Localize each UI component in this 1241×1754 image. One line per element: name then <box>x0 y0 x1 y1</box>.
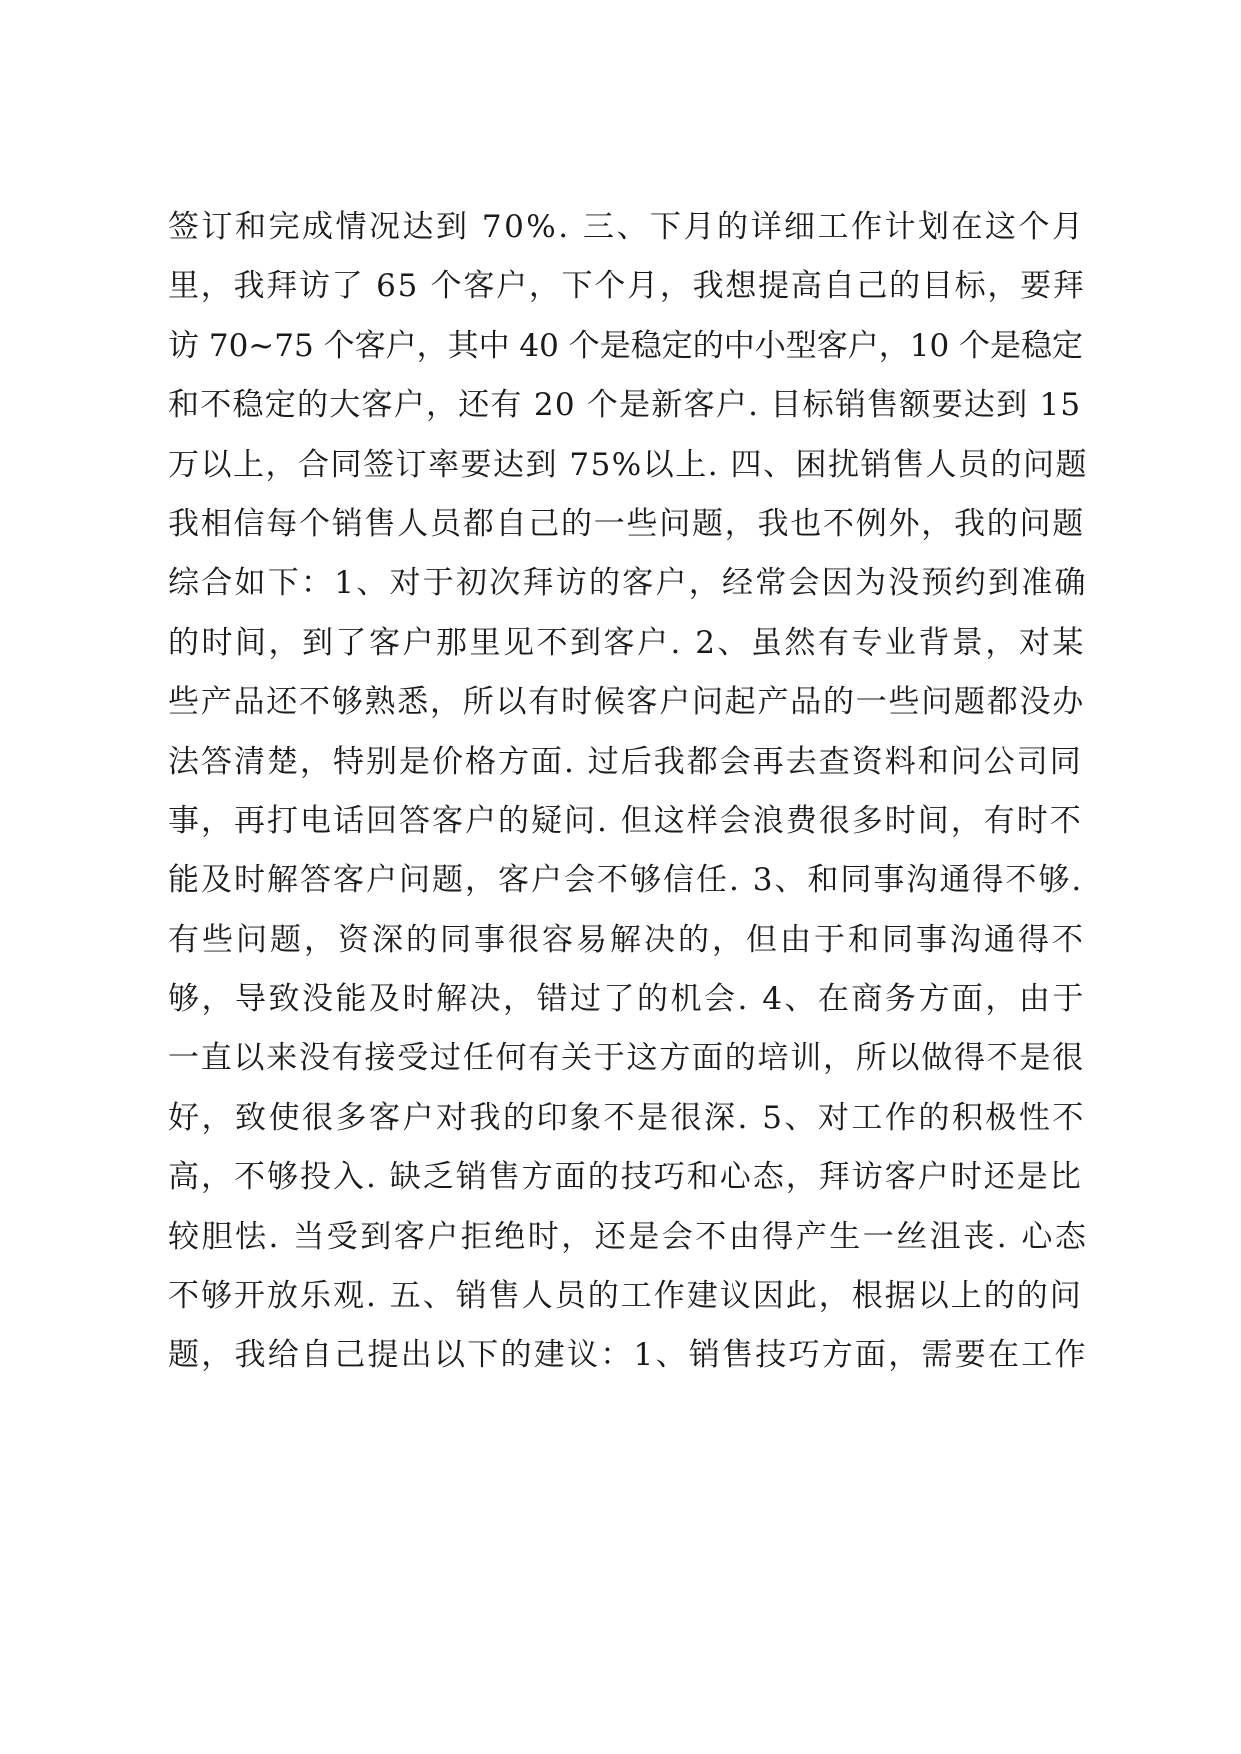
text-line-10: 法答清楚，特别是价格方面. 过后我都会再去查资料和问公司同 <box>168 743 1083 780</box>
text-line-17: 高，不够投入. 缺乏销售方面的技巧和心态，拜访客户时还是比 <box>168 1159 1083 1196</box>
text-line-1: 签订和完成情况达到 70%. 三、下月的详细工作计划在这个月 <box>168 209 1086 245</box>
text-line-16: 好，致使很多客户对我的印象不是很深. 5、对工作的积极性不 <box>168 1099 1086 1136</box>
text-line-6: 我相信每个销售人员都自己的一些问题，我也不例外，我的问题 <box>168 505 1085 542</box>
text-line-20: 题，我给自己提出以下的建议：1、销售技巧方面，需要在工作 <box>168 1337 1088 1374</box>
text-line-15: 一直以来没有接受过任何有关于这方面的培训，所以做得不是很 <box>168 1040 1085 1077</box>
text-line-19: 不够开放乐观. 五、销售人员的工作建议因此，根据以上的的问 <box>168 1278 1083 1315</box>
text-line-5: 万以上，合同签订率要达到 75%以上. 四、困扰销售人员的问题 <box>168 446 1088 483</box>
text-line-2: 里，我拜访了 65 个客户，下个月，我想提高自己的目标，要拜 <box>168 268 1086 305</box>
text-line-11: 事，再打电话回答客户的疑问. 但这样会浪费很多时间，有时不 <box>168 802 1083 839</box>
text-line-4: 和不稳定的大客户，还有 20 个是新客户. 目标销售额要达到 15 <box>168 387 1082 424</box>
text-line-8: 的时间，到了客户那里见不到客户. 2、虽然有专业背景，对某 <box>168 624 1086 661</box>
body-text <box>168 198 1088 1386</box>
text-line-13: 有些问题，资深的同事很容易解决的，但由于和同事沟通得不 <box>168 921 1086 958</box>
text-line-18: 较胆怯. 当受到客户拒绝时，还是会不由得产生一丝沮丧. 心态 <box>168 1218 1089 1255</box>
text-line-9: 些产品还不够熟悉，所以有时候客户问起产品的一些问题都没办 <box>168 684 1085 721</box>
text-line-3: 访 70~75 个客户，其中 40 个是稳定的中小型客户，10 个是稳定 <box>168 327 1084 364</box>
text-line-7: 综合如下：1、对于初次拜访的客户，经常会因为没预约到准确 <box>168 565 1088 602</box>
text-line-12: 能及时解答客户问题，客户会不够信任. 3、和同事沟通得不够. <box>168 862 1084 899</box>
text-line-14: 够，导致没能及时解决，错过了的机会. 4、在商务方面，由于 <box>168 981 1086 1018</box>
